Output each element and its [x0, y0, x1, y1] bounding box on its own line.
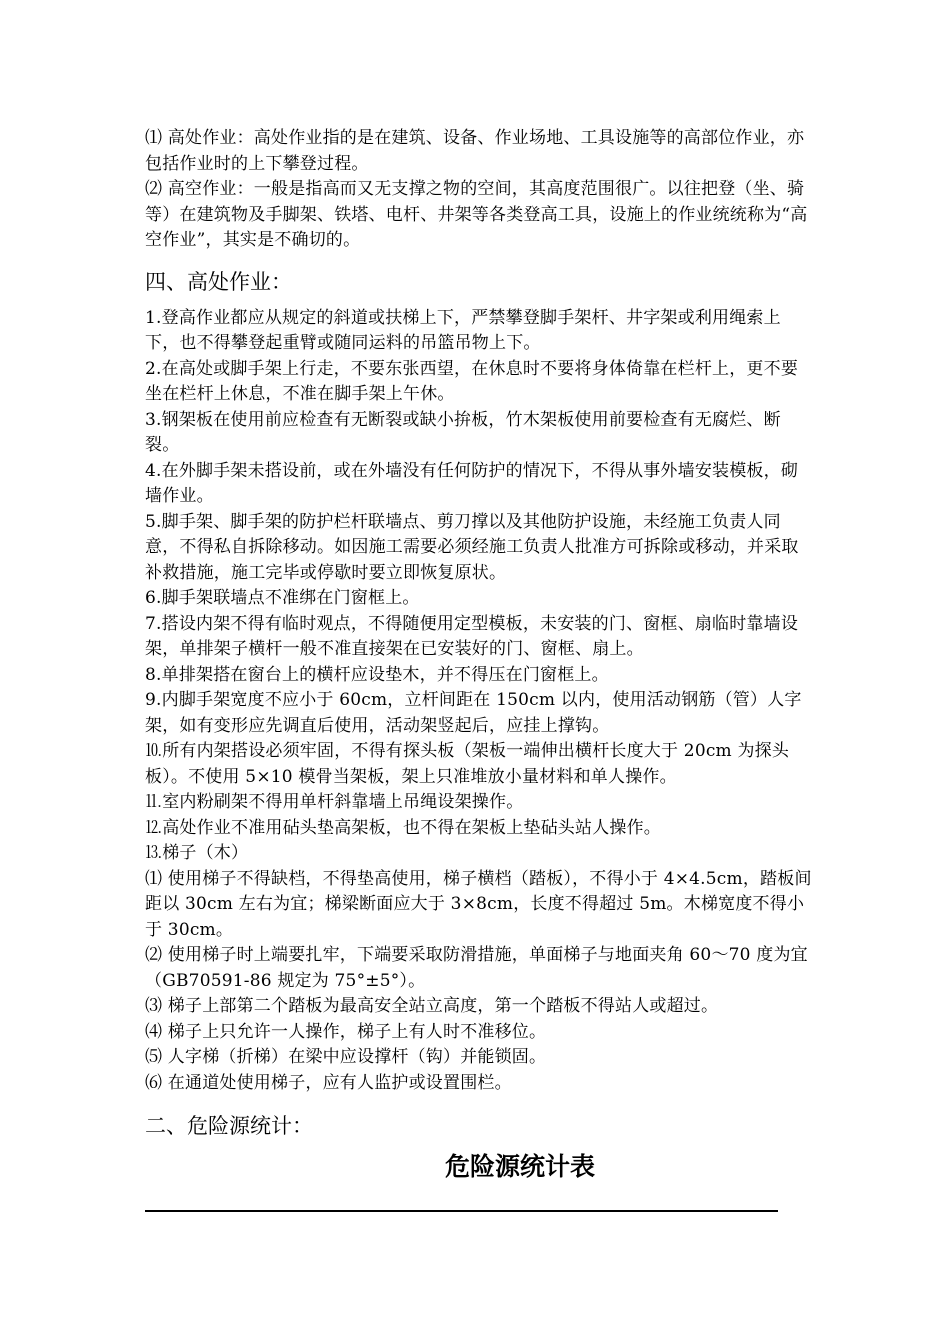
document-body — [145, 126, 815, 1184]
list-item: 2.在高处或脚手架上行走，不要东张西望，在休息时不要将身体倚靠在栏杆上，更不要坐在栏杆上休息，不准在脚手架上午休。 — [145, 358, 799, 404]
intro-paragraph-2: ⑵ 高空作业：一般是指高而又无支撑之物的空间，其高度范围很广。以往把登（坐、骑等）在建筑物及手脚架、铁塔、电杆、井架等各类登高工具，设施上的作业统统称为“高空作业”，其实是不确切的。 — [145, 179, 808, 250]
list-item: 7.搭设内架不得有临时观点，不得随便用定型模板，未安装的门、窗框、扇临时靠墙设架，单排架子横杆一般不准直接架在已安装好的门、窗框、扇上。 — [145, 613, 799, 659]
section-4-list — [145, 306, 815, 1097]
list-item: ⑹ 在通道处使用梯子，应有人监护或设置围栏。 — [145, 1072, 512, 1093]
list-item: ⑵ 使用梯子时上端要扎牢，下端要采取防滑措施，单面梯子与地面夹角 60～70 度为宜（GB70591-86 规定为 75°±5°）。 — [145, 945, 808, 991]
list-item: ⑴ 使用梯子不得缺档，不得垫高使用，梯子横档（踏板），不得小于 4×4.5cm，踏板间距以 30cm 左右为宜；梯梁断面应大于 3×8cm，长度不得超过 5m。木梯宽度不得小于 30cm。 — [145, 868, 812, 940]
list-item: ⒔梯子（木） — [145, 843, 249, 863]
table-title: 危险源统计表 — [444, 1152, 595, 1181]
list-item: ⒒室内粉刷架不得用单杆斜靠墙上吊绳设架操作。 — [145, 792, 524, 812]
table-top-rule — [145, 1210, 778, 1212]
list-item: ⑷ 梯子上只允许一人操作，梯子上有人时不准移位。 — [145, 1021, 547, 1042]
intro-paragraph-1: ⑴ 高处作业：高处作业指的是在建筑、设备、作业场地、工具设施等的高部位作业，亦包括作业时的上下攀登过程。 — [145, 128, 805, 174]
list-item: 6.脚手架联墙点不准绑在门窗框上。 — [145, 588, 420, 608]
list-item: ⒓高处作业不准用砧头垫高架板，也不得在架板上垫砧头站人操作。 — [145, 817, 661, 838]
list-item: 1.登高作业都应从规定的斜道或扶梯上下，严禁攀登脚手架杆、井字架或利用绳索上下，也不得攀登起重臂或随同运料的吊篮吊物上下。 — [145, 307, 781, 353]
list-item: ⑶ 梯子上部第二个踏板为最高安全站立高度，第一个踏板不得站人或超过。 — [145, 996, 719, 1016]
section-2-heading: 二、危险源统计： — [145, 1114, 313, 1138]
list-item: 8.单排架搭在窗台上的横杆应设垫木，并不得压在门窗框上。 — [145, 664, 609, 685]
list-item: 4.在外脚手架未搭设前，或在外墙没有任何防护的情况下，不得从事外墙安装模板，砌墙作业。 — [145, 460, 799, 506]
list-item: ⒑所有内架搭设必须牢固，不得有探头板（架板一端伸出横杆长度大于 20cm 为探头板）。不使用 5×10 模骨当架板，架上只准堆放小量材料和单人操作。 — [145, 741, 790, 787]
list-item: 3.钢架板在使用前应检查有无断裂或缺小拚板，竹木架板使用前要检查有无腐烂、断裂。 — [145, 409, 781, 455]
list-item: 5.脚手架、脚手架的防护栏杆联墙点、剪刀撑以及其他防护设施，未经施工负责人同意，不得私自拆除移动。如因施工需要必须经施工负责人批准方可拆除或移动，并采取补救措施，施工完毕或停歇时要立即恢复原状。 — [145, 511, 799, 583]
section-4-heading: 四、高处作业： — [145, 269, 292, 294]
list-item: 9.内脚手架宽度不应小于 60cm，立杆间距在 150cm 以内，使用活动钢筋（管）人字架，如有变形应先调直后使用，活动架竖起后，应挂上撑钩。 — [145, 690, 802, 736]
list-item: ⑸ 人字梯（折梯）在梁中应设撑杆（钩）并能锁固。 — [145, 1047, 547, 1067]
